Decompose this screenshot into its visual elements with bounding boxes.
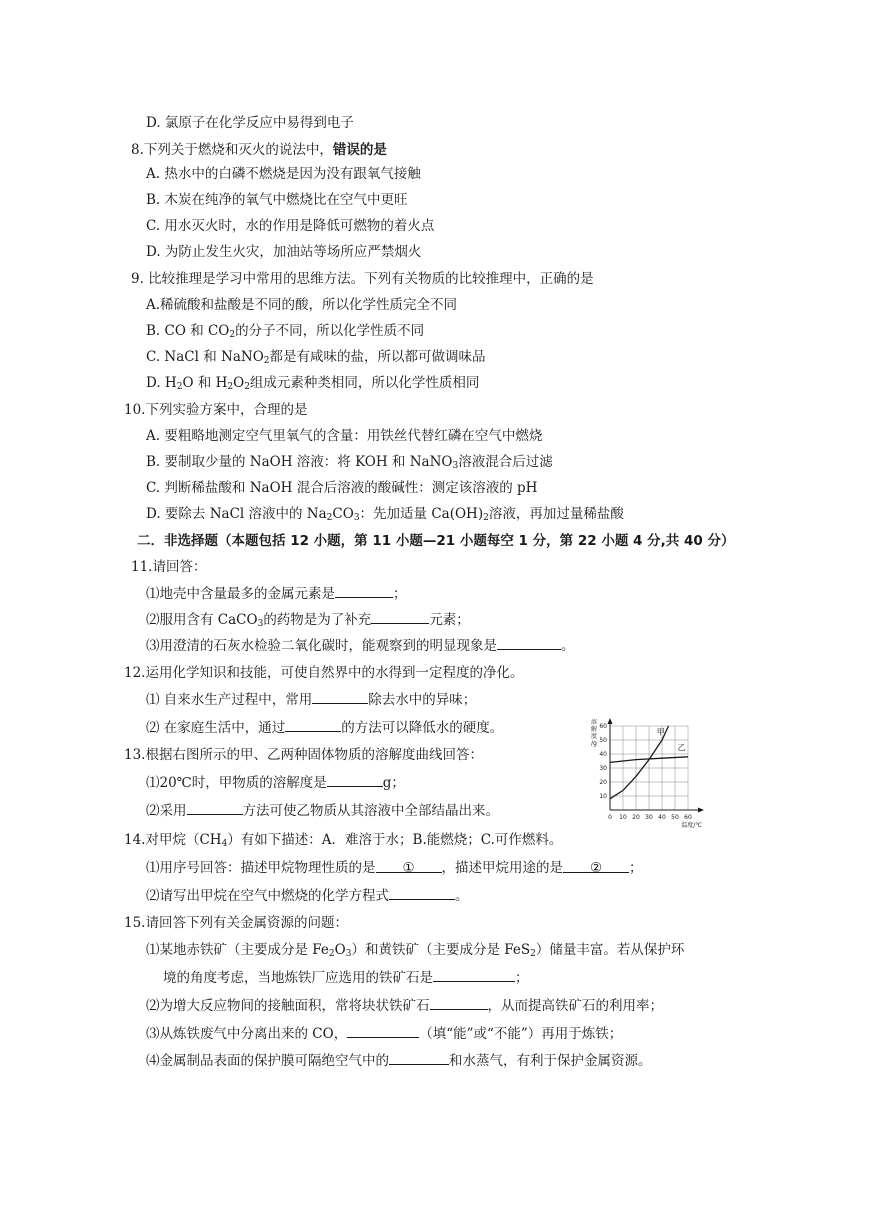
q8-emphasis: 错误的是 xyxy=(332,142,387,158)
x-tick-label: 60 xyxy=(684,814,692,821)
y-tick-label: 10 xyxy=(599,793,607,800)
answer-blank-1[interactable]: ① xyxy=(376,859,442,873)
q10-option-b: B. 要制取少量的 NaOH 溶液：将 KOH 和 NaNO$_3$溶液混合后过滤 xyxy=(146,454,553,471)
answer-blank[interactable] xyxy=(371,610,429,624)
answer-blank[interactable] xyxy=(327,773,383,787)
q8-option-a: A. 热水中的白磷不燃烧是因为没有跟氧气接触 xyxy=(146,166,421,182)
chart-ticks xyxy=(599,723,692,821)
answer-blank[interactable] xyxy=(430,996,488,1010)
q7-option-d: D. 氯原子在化学反应中易得到电子 xyxy=(146,115,354,131)
answer-blank[interactable] xyxy=(433,968,515,982)
q8-option-c: C. 用水灭火时，水的作用是降低可燃物的着火点 xyxy=(146,218,435,234)
q15-part-1: ⑴某地赤铁矿（主要成分是 $Fe_2O_3$）和黄铁矿（主要成分是 FeS$_2$）储量丰富。若从保护环 xyxy=(146,942,685,959)
y-axis-label-3: 度 xyxy=(591,733,598,740)
q10-option-a: A. 要粗略地测定空气里氧气的含量：用铁丝代替红磷在空气中燃烧 xyxy=(146,428,543,444)
y-axis-label-4: /g xyxy=(591,740,597,747)
y-axis-label-2: 解 xyxy=(591,726,598,733)
chart-labels xyxy=(591,718,702,829)
y-tick-label: 20 xyxy=(599,779,607,786)
q13-stem: 13.根据右图所示的甲、乙两种固体物质的溶解度曲线回答： xyxy=(124,747,483,763)
answer-blank[interactable] xyxy=(285,718,341,732)
q8-option-b: B. 木炭在纯净的氧气中燃烧比在空气中更旺 xyxy=(146,192,408,208)
y-axis-label-1: 溶 xyxy=(591,719,598,726)
x-tick-label: 50 xyxy=(671,814,679,821)
q10-option-d: D. 要除去 NaCl 溶液中的 $Na_2CO_3$：先加适量 $Ca(OH)_2$溶液，再加过量稀盐酸 xyxy=(146,506,624,523)
q11-stem: 11.请回答： xyxy=(131,559,207,575)
series-line-1 xyxy=(610,726,669,799)
solubility-chart xyxy=(588,714,718,830)
x-tick-label: 10 xyxy=(619,814,627,821)
q9-option-a: A.稀硫酸和盐酸是不同的酸，所以化学性质完全不同 xyxy=(146,297,458,313)
series-label-2: 乙 xyxy=(677,742,686,752)
answer-blank[interactable] xyxy=(312,690,368,704)
series-label-1: 甲 xyxy=(656,727,665,737)
chart-axes xyxy=(608,718,705,813)
q10-option-c: C. 判断稀盐酸和 NaOH 混合后溶液的酸碱性：测定该溶液的 pH xyxy=(146,480,538,496)
q15-part-2: ⑵为增大反应物间的接触面积，常将块状铁矿石 ，从而提高铁矿石的利用率； xyxy=(146,998,663,1014)
answer-blank[interactable] xyxy=(187,801,243,815)
q9-option-b: B. CO 和 $CO_2$的分子不同，所以化学性质不同 xyxy=(146,323,425,340)
q15-part-1-cont: 境的角度考虑，当地炼铁厂应选用的铁矿石是 ； xyxy=(163,970,529,986)
chart-grid xyxy=(610,726,688,810)
q14-stem: 14.对甲烷$(CH_4)$有如下描述：A．难溶于水；B.能燃烧；C.可作燃料。 xyxy=(124,832,563,849)
y-tick-label: 30 xyxy=(599,765,607,772)
x-tick-label: 20 xyxy=(632,814,640,821)
q12-part-2: ⑵ 在家庭生活中，通过 的方法可以降低水的硬度。 xyxy=(146,720,504,736)
x-tick-label: 30 xyxy=(645,814,653,821)
answer-blank[interactable] xyxy=(389,886,455,900)
answer-blank[interactable] xyxy=(347,1024,419,1038)
q8-option-d: D. 为防止发生火灾，加油站等场所应严禁烟火 xyxy=(146,244,422,260)
q9-option-d: D. $H_2O$ 和 $H_2O_2$组成元素种类相同，所以化学性质相同 xyxy=(146,375,480,392)
q11-part-3: ⑶用澄清的石灰水检验二氧化碳时，能观察到的明显现象是 。 xyxy=(146,638,575,654)
x-axis-label: 温度/℃ xyxy=(681,822,702,829)
answer-blank[interactable] xyxy=(497,636,561,650)
q15-part-3: ⑶从炼铁废气中分离出来的 CO， （填“能”或“不能”）再用于炼铁； xyxy=(146,1026,623,1042)
x-axis-arrow xyxy=(698,808,704,813)
y-tick-label: 50 xyxy=(599,737,607,744)
q12-part-1: ⑴ 自来水生产过程中，常用 除去水中的异味； xyxy=(146,692,477,708)
q10-stem: 10.下列实验方案中，合理的是 xyxy=(124,402,308,418)
q13-part-2: ⑵采用 方法可使乙物质从其溶液中全部结晶出来。 xyxy=(146,803,499,819)
q14-part-2: ⑵请写出甲烷在空气中燃烧的化学方程式 。 xyxy=(146,888,469,904)
q9-stem: 9. 比较推理是学习中常用的思维方法。下列有关物质的比较推理中，正确的是 xyxy=(131,271,594,287)
answer-blank[interactable] xyxy=(335,584,393,598)
x-tick-label: 40 xyxy=(658,814,666,821)
y-tick-label: 40 xyxy=(599,751,607,758)
q11-part-1: ⑴地壳中含量最多的金属元素是 ； xyxy=(146,586,407,602)
q15-part-4: ⑷金属制品表面的保护膜可隔绝空气中的 和水蒸气，有利于保护金属资源。 xyxy=(146,1053,652,1069)
q11-part-2: ⑵服用含有 CaCO$_3$的药物是为了补充 元素； xyxy=(146,612,470,629)
x-tick-label: 0 xyxy=(608,814,612,821)
q13-part-1: ⑴20℃时，甲物质的溶解度是 g； xyxy=(146,775,405,791)
answer-blank-2[interactable]: ② xyxy=(563,859,629,873)
q15-stem: 15.请回答下列有关金属资源的问题： xyxy=(124,915,348,931)
answer-blank[interactable] xyxy=(389,1051,449,1065)
y-tick-label: 60 xyxy=(599,723,607,730)
section-2-heading: 二．非选择题（本题包括 12 小题，第 11 小题—21 小题每空 1 分，第 22 小题 4 分,共 40 分） xyxy=(137,533,735,549)
q9-option-c: C. NaCl 和 NaNO$_2$都是有咸味的盐，所以都可做调味品 xyxy=(146,349,486,366)
y-axis-arrow xyxy=(608,718,613,724)
q12-stem: 12.运用化学知识和技能，可使自然界中的水得到一定程度的净化。 xyxy=(124,665,524,681)
q14-part-1: ⑴用序号回答：描述甲烷物理性质的是 ① ，描述甲烷用途的是 ② ； xyxy=(146,860,643,876)
q8-stem: 8.下列关于燃烧和灭火的说法中，错误的是 xyxy=(131,142,387,158)
